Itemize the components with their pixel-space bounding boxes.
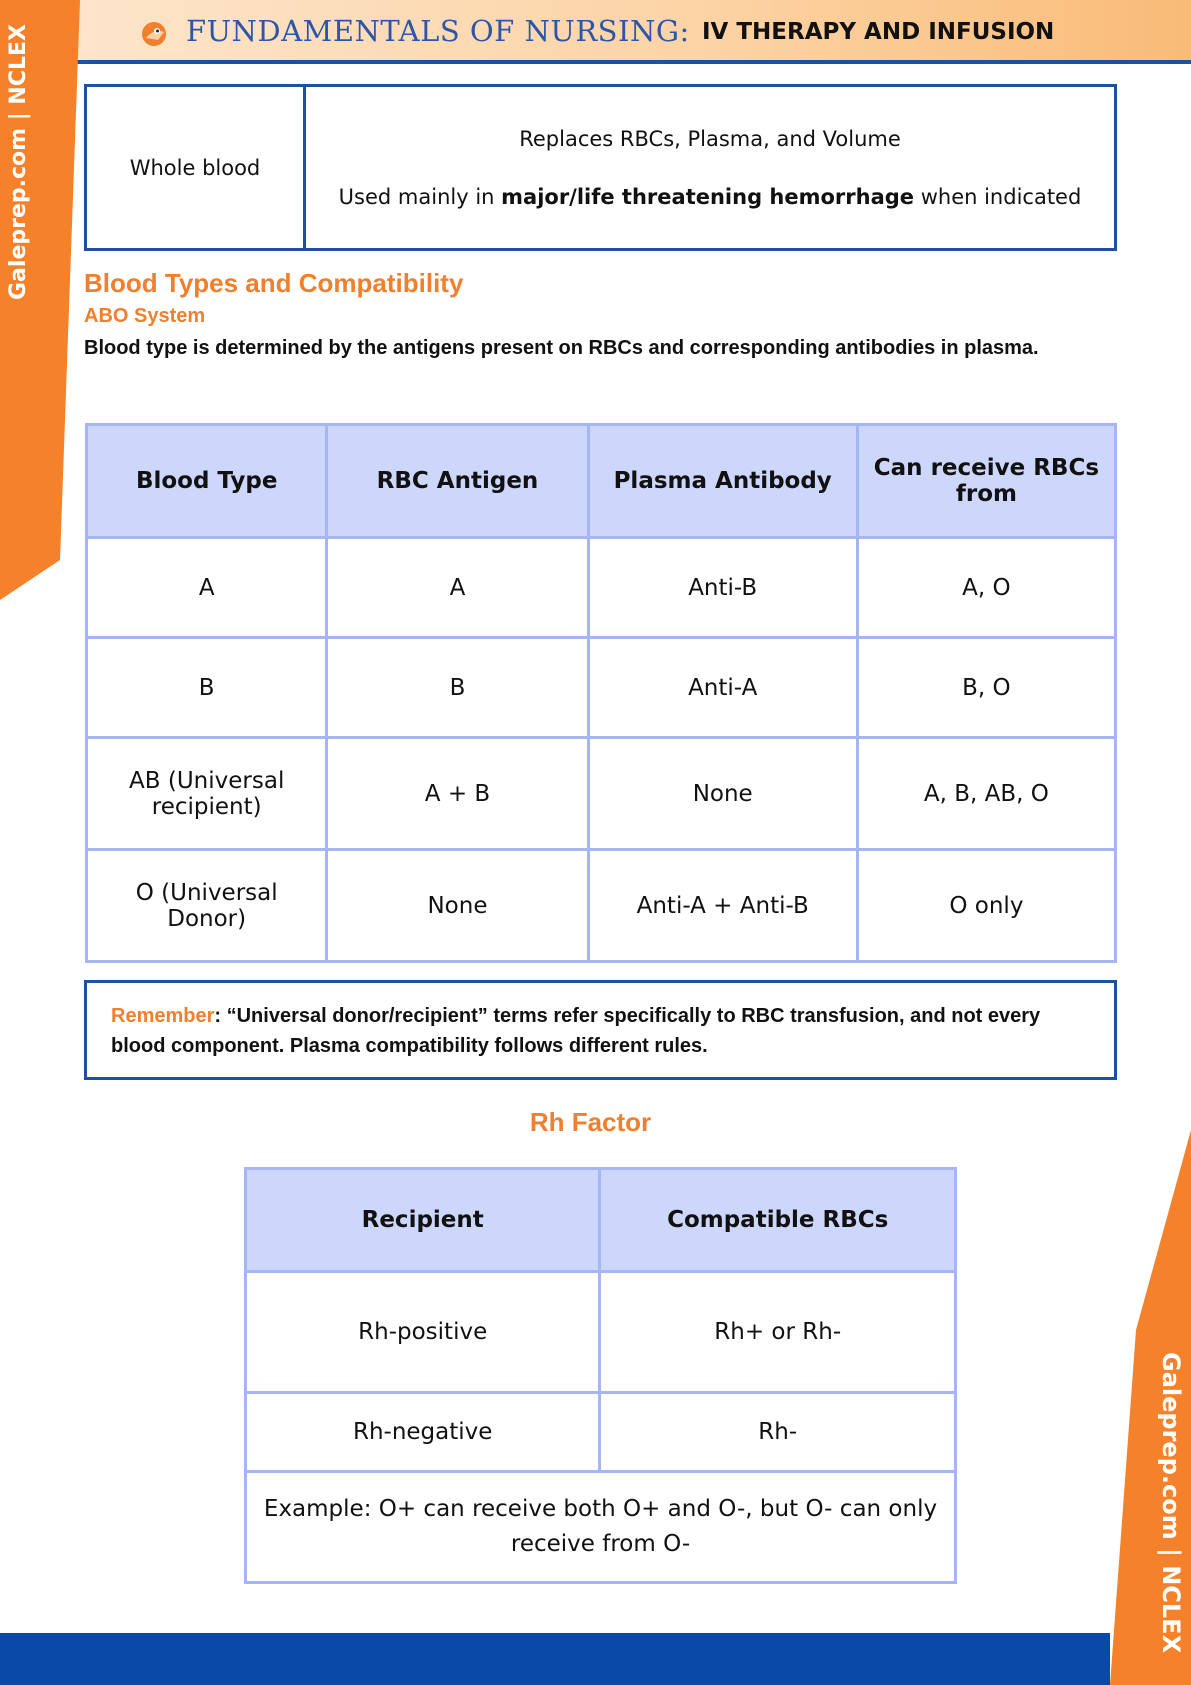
- table-cell: Anti-A: [588, 638, 857, 738]
- header-recipient: Recipient: [246, 1169, 600, 1272]
- table-header-row: [87, 425, 1116, 538]
- table-cell: O (Universal Donor): [87, 850, 327, 962]
- whole-blood-line-2: [339, 185, 1082, 209]
- section-intro: Blood type is determined by the antigens present on RBCs and corresponding antibodies in plasma.: [84, 337, 1039, 359]
- header-plasma-antibody: Plasma Antibody: [588, 425, 857, 538]
- page-title: FUNDAMENTALS OF NURSING:: [186, 14, 690, 48]
- header-blood-type: Blood Type: [87, 425, 327, 538]
- rh-table: [244, 1167, 957, 1584]
- remember-text: : “Universal donor/recipient” terms refer specifically to RBC transfusion, and not every blood component. Plasma compatibility follows different rules.: [111, 1005, 1041, 1057]
- table-row: [87, 638, 1116, 738]
- whole-blood-line-1: Replaces RBCs, Plasma, and Volume: [519, 126, 901, 151]
- table-cell: Rh+ or Rh-: [600, 1272, 956, 1393]
- table-cell: B: [327, 638, 588, 738]
- table-cell: Rh-negative: [246, 1393, 600, 1472]
- table-cell: None: [327, 850, 588, 962]
- whole-blood-line-2-suffix: when indicated: [914, 184, 1082, 209]
- header-compatible-rbcs: Compatible RBCs: [600, 1169, 956, 1272]
- table-cell: A: [87, 538, 327, 638]
- table-cell: Rh-positive: [246, 1272, 600, 1393]
- table-cell: Rh-: [600, 1393, 956, 1472]
- table-cell: AB (Universal recipient): [87, 738, 327, 850]
- table-row: [246, 1272, 956, 1393]
- section-title: Blood Types and Compatibility: [84, 268, 464, 298]
- remember-callout: [84, 980, 1117, 1080]
- table-cell: Anti-B: [588, 538, 857, 638]
- table-cell: A, O: [857, 538, 1115, 638]
- whole-blood-line-2-bold: major/life threatening hemorrhage: [501, 184, 915, 209]
- table-cell: B: [87, 638, 327, 738]
- table-row: [87, 738, 1116, 850]
- table-cell: Anti-A + Anti-B: [588, 850, 857, 962]
- abo-table: [85, 423, 1117, 963]
- table-row: [87, 850, 1116, 962]
- table-cell: O only: [857, 850, 1115, 962]
- page-subtitle: IV THERAPY AND INFUSION: [702, 19, 1055, 45]
- header-rbc-antigen: RBC Antigen: [327, 425, 588, 538]
- whole-blood-table: [84, 84, 1117, 251]
- rh-example: Example: O+ can receive both O+ and O-, but O- can only receive from O-: [246, 1472, 956, 1583]
- table-cell: A, B, AB, O: [857, 738, 1115, 850]
- table-header-row: [246, 1169, 956, 1272]
- bird-logo-icon: [140, 20, 168, 48]
- table-row: [246, 1472, 956, 1583]
- table-cell: None: [588, 738, 857, 850]
- header-can-receive: Can receive RBCs from: [857, 425, 1115, 538]
- left-banner-text: Galeprep.com | NCLEX: [6, 24, 31, 300]
- whole-blood-description: [306, 87, 1114, 248]
- rh-factor-title: Rh Factor: [529, 1107, 652, 1137]
- footer-bar: [0, 1633, 1110, 1685]
- right-banner-text: Galeprep.com | NCLEX: [1157, 1352, 1185, 1654]
- table-cell: B, O: [857, 638, 1115, 738]
- table-row: [246, 1393, 956, 1472]
- header-rule: [72, 60, 1191, 64]
- table-cell: A: [327, 538, 588, 638]
- subsection-title: ABO System: [84, 305, 206, 327]
- whole-blood-line-2-prefix: Used mainly in: [338, 184, 502, 209]
- remember-label: Remember: [111, 1005, 215, 1027]
- whole-blood-label: Whole blood: [87, 87, 306, 248]
- table-cell: A + B: [327, 738, 588, 850]
- table-row: [87, 538, 1116, 638]
